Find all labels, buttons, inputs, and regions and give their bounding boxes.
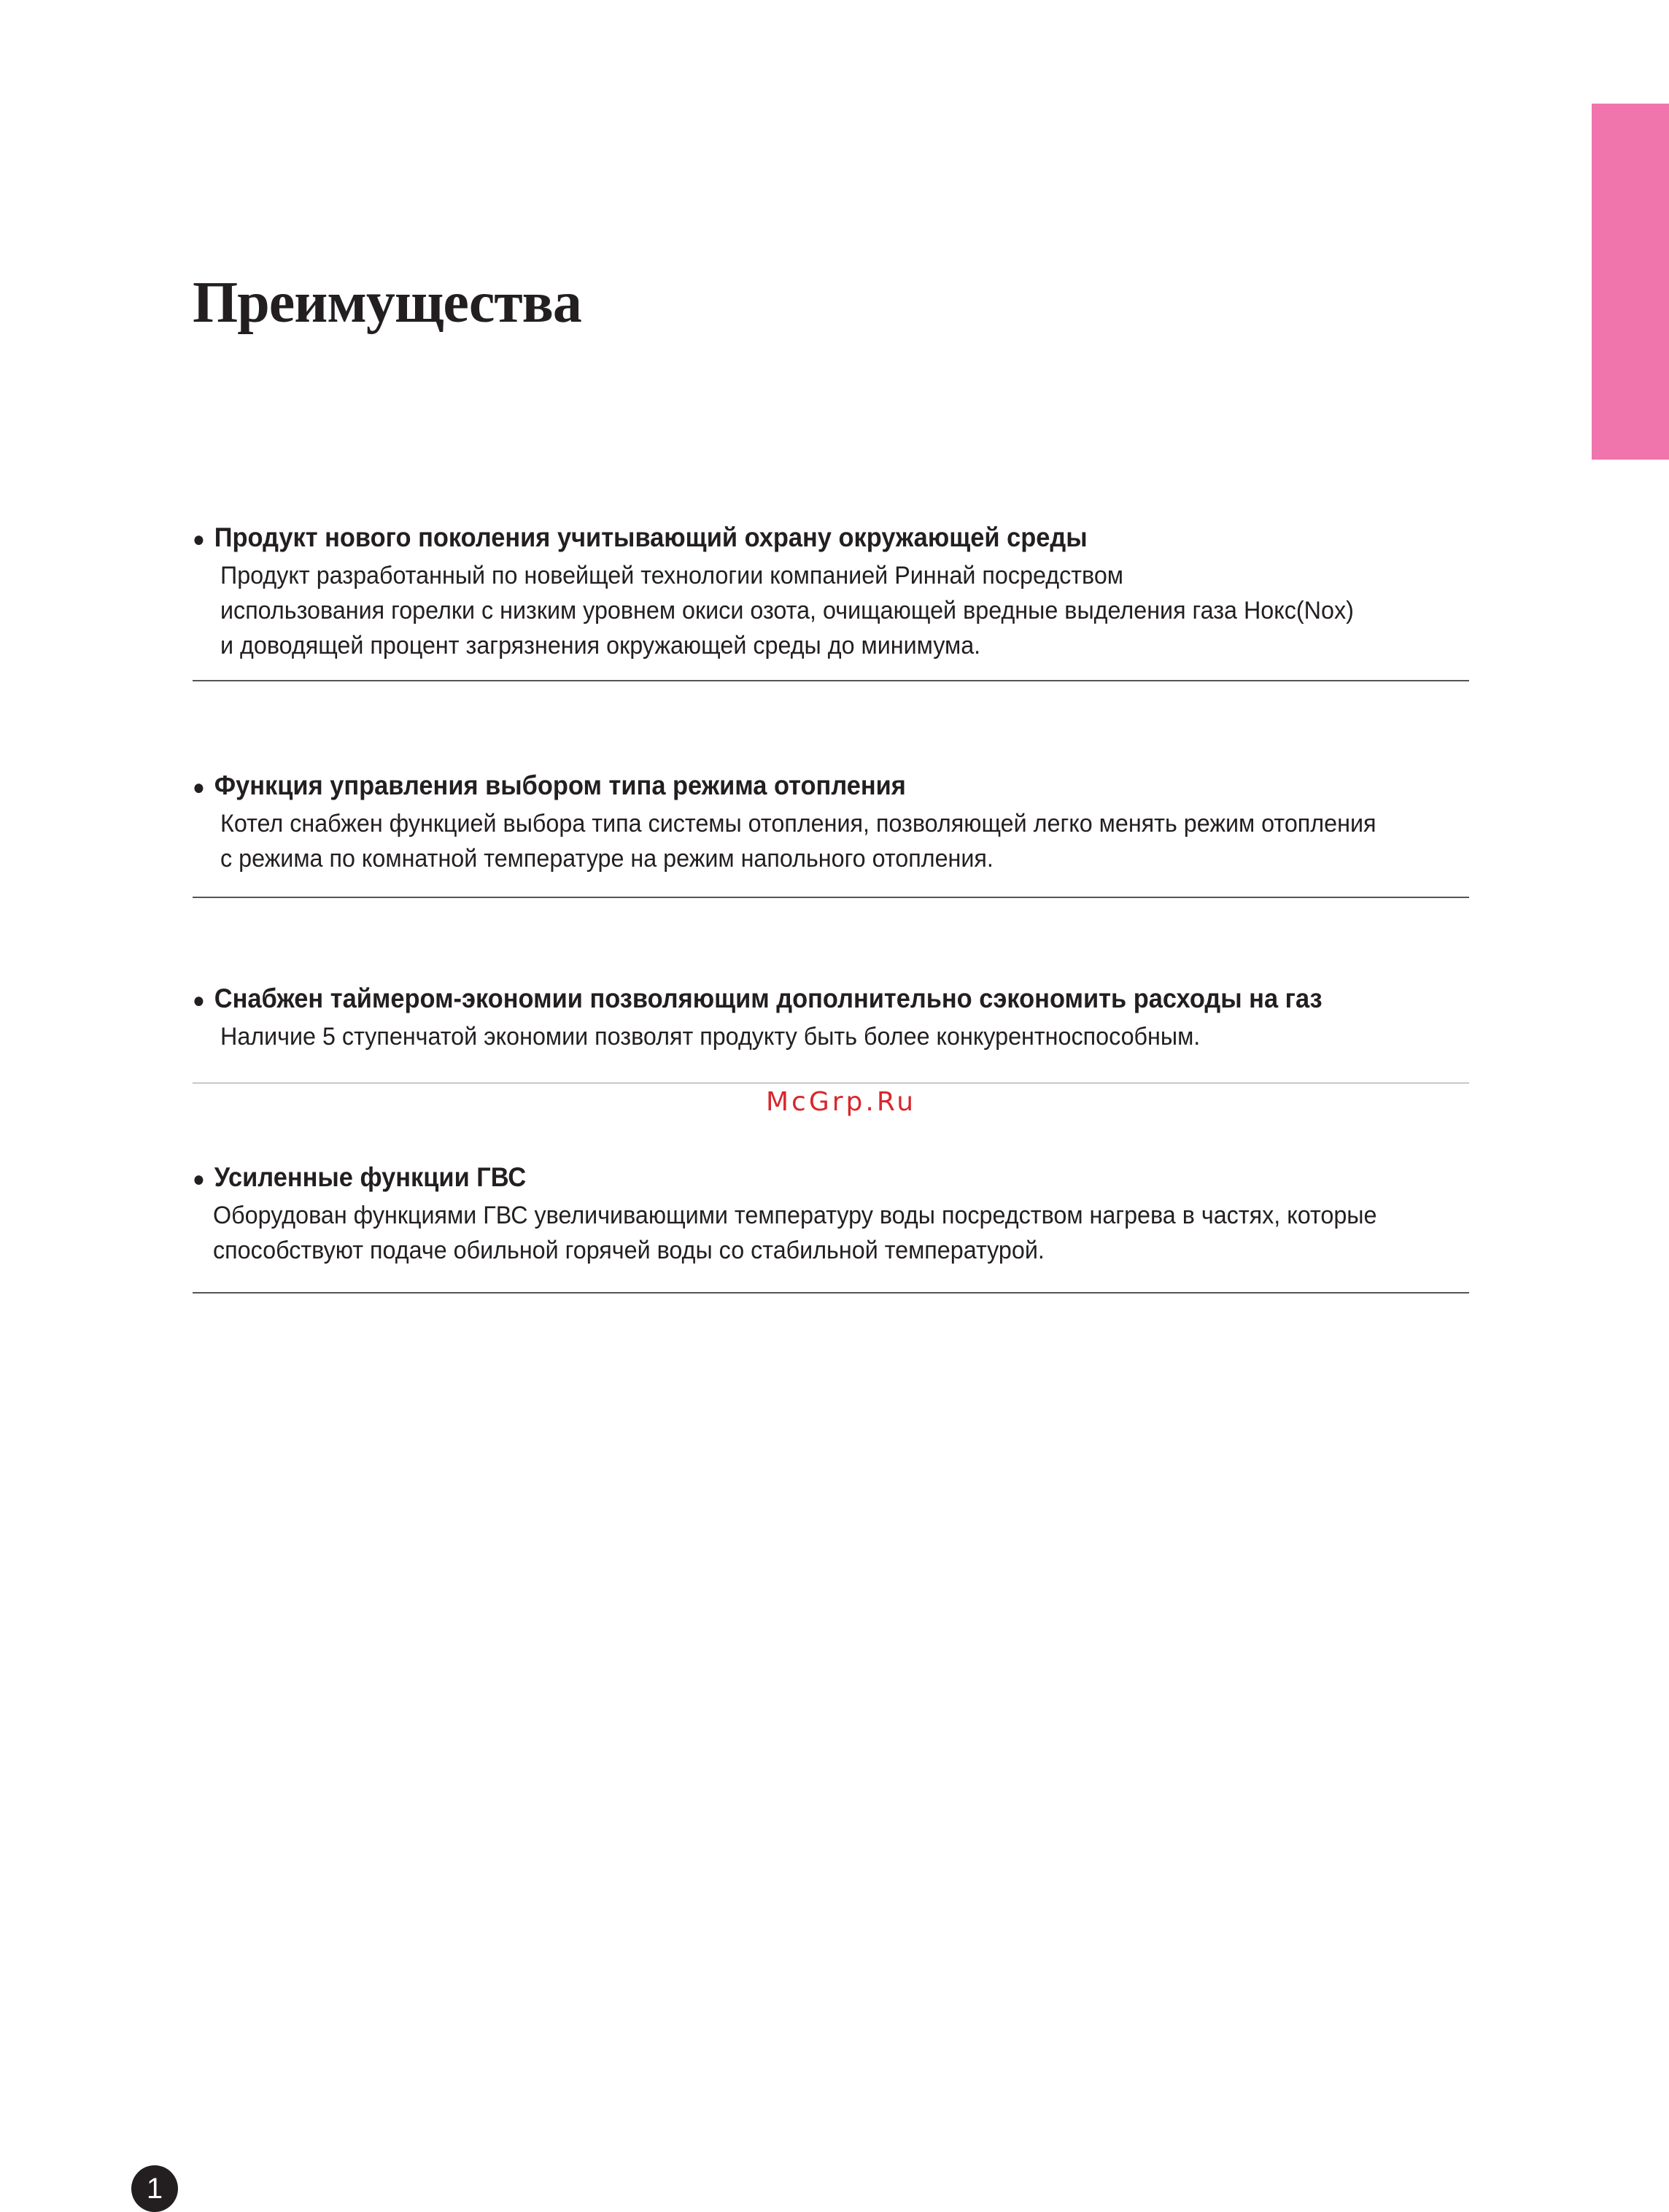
section-body <box>220 806 1406 876</box>
section-heading-text: Функция управления выбором типа режима отопления <box>214 770 906 800</box>
section-body <box>220 1019 1406 1054</box>
body-line: использования горелки с низким уровнем окиси озота, очищающей вредные выделения газа Нокс(Nox) <box>220 597 1354 624</box>
section-heading-text: Продукт нового поколения учитывающий охрану окружающей среды <box>214 522 1088 552</box>
section-color-tab <box>1592 104 1669 460</box>
body-line: Наличие 5 ступенчатой экономии позволят продукту быть более конкурентноспособным. <box>220 1023 1201 1051</box>
body-line: Котел снабжен функцией выбора типа системы отопления, позволяющей легко менять режим отопления <box>220 810 1376 838</box>
section-heading-text: Снабжен таймером-экономии позволяющим дополнительно сэкономить расходы на газ <box>214 983 1323 1013</box>
bullet-icon: ● <box>193 527 205 552</box>
body-line: и доводящей процент загрязнения окружающей среды до минимума. <box>220 632 981 660</box>
section-heading <box>193 767 1380 806</box>
bullet-icon: ● <box>193 776 205 800</box>
body-line: с режима по комнатной температуре на режим напольного отопления. <box>220 845 994 873</box>
advantage-section-timer <box>193 981 1469 1054</box>
section-divider <box>193 1292 1469 1293</box>
section-heading <box>193 519 1380 558</box>
section-heading <box>193 1159 1380 1198</box>
section-heading-text: Усиленные функции ГВС <box>214 1162 527 1192</box>
bullet-icon: ● <box>193 1167 205 1191</box>
bullet-icon: ● <box>193 989 205 1013</box>
body-line: Продукт разработанный по новейщей технологии компанией Риннай посредством <box>220 562 1124 589</box>
body-line: Оборудован функциями ГВС увеличивающими температуру воды посредством нагрева в частях, которые <box>213 1202 1377 1229</box>
advantage-section-heating-mode <box>193 767 1469 876</box>
advantage-section-eco <box>193 519 1469 663</box>
watermark: McGrp.Ru <box>766 1087 917 1117</box>
page-title: Преимущества <box>193 271 581 335</box>
body-line: способствуют подаче обильной горячей воды со стабильной температурой. <box>213 1237 1045 1264</box>
section-body <box>220 558 1406 663</box>
section-body <box>213 1198 1406 1268</box>
section-divider <box>193 897 1469 898</box>
section-divider <box>193 680 1469 681</box>
advantage-section-dhw <box>193 1159 1469 1268</box>
page-number-badge: 1 <box>131 2165 178 2212</box>
section-heading <box>193 981 1380 1019</box>
